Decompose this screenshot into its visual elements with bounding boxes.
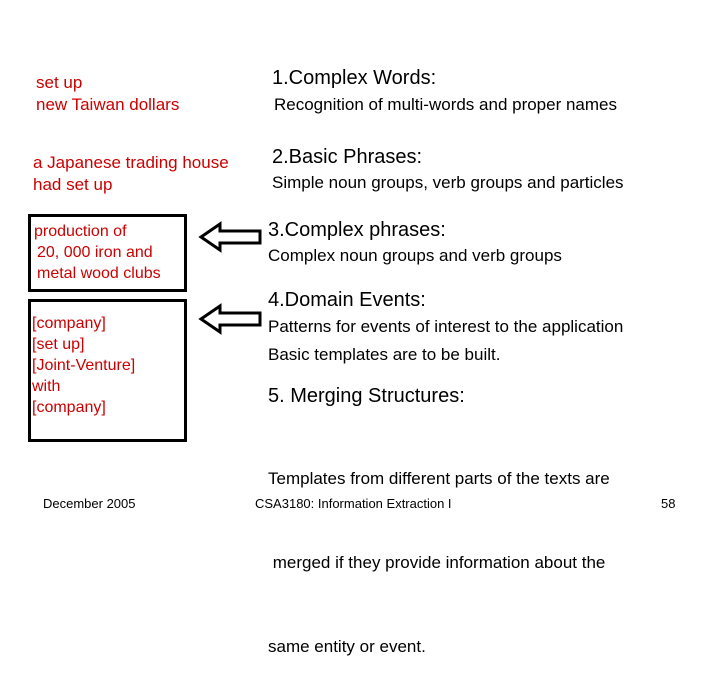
box-line: [set up] — [32, 336, 85, 353]
stage-2-heading: 2.Basic Phrases: — [272, 146, 423, 168]
example-line: had set up — [33, 175, 113, 194]
box-line: 20, 000 iron and — [37, 244, 153, 261]
stage-4-description — [268, 313, 623, 369]
left-arrow-icon — [200, 222, 262, 252]
domain-event-template-text — [32, 313, 135, 418]
stage-4-heading: 4.Domain Events: — [268, 289, 426, 311]
description-line: Patterns for events of interest to the application — [268, 317, 624, 336]
complex-phrase-example-text — [34, 221, 161, 284]
box-line: [company] — [32, 399, 106, 416]
example-set-up-block — [36, 72, 179, 116]
box-line: metal wood clubs — [37, 265, 161, 282]
description-line: merged if they provide information about the — [268, 553, 606, 572]
stage-1-heading: 1.Complex Words: — [272, 67, 437, 89]
stage-3-description: Complex noun groups and verb groups — [268, 246, 562, 265]
box-line: production of — [34, 223, 127, 240]
stage-5-description — [268, 409, 610, 689]
example-line: a Japanese trading house — [33, 153, 229, 172]
example-line: set up — [36, 73, 83, 92]
box-line: with — [32, 378, 61, 395]
footer-date: December 2005 — [43, 496, 136, 511]
left-arrow-icon — [200, 304, 262, 334]
stage-1-description: Recognition of multi-words and proper names — [274, 95, 618, 114]
slide-number: 58 — [661, 496, 676, 511]
footer-course-title: CSA3180: Information Extraction I — [255, 496, 452, 511]
example-line: new Taiwan dollars — [36, 95, 180, 114]
stage-3-heading: 3.Complex phrases: — [268, 219, 446, 241]
example-trading-house-block — [33, 152, 229, 196]
stage-5-heading: 5. Merging Structures: — [268, 385, 465, 407]
description-line: Basic templates are to be built. — [268, 345, 501, 364]
stage-2-description: Simple noun groups, verb groups and particles — [272, 173, 624, 192]
box-line: [Joint-Venture] — [32, 357, 136, 374]
box-line: [company] — [32, 315, 106, 332]
description-line: Templates from different parts of the texts are — [268, 469, 610, 488]
description-line: same entity or event. — [268, 637, 426, 656]
